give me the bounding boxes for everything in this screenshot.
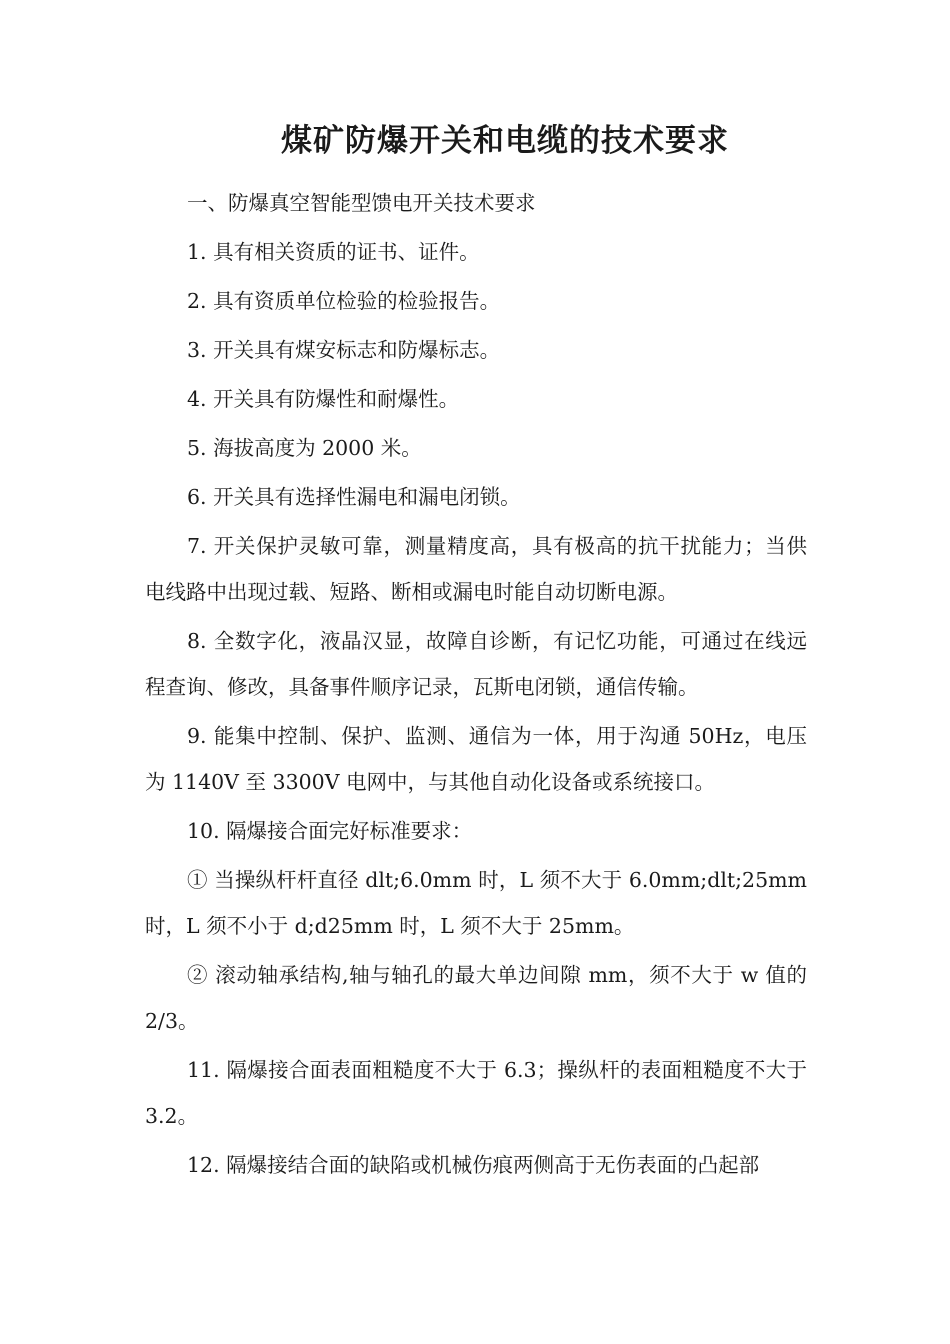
paragraph-item-11: 11. 隔爆接合面表面粗糙度不大于 6.3；操纵杆的表面粗糙度不大于 3.2。 <box>145 1058 807 1128</box>
paragraph-item-2: 2. 具有资质单位检验的检验报告。 <box>187 289 501 313</box>
section-heading: 一、防爆真空智能型馈电开关技术要求 <box>187 191 536 215</box>
paragraph-item-5: 5. 海拔高度为 2000 米。 <box>187 436 422 460</box>
document-body <box>145 180 807 1191</box>
paragraph-item-7: 7. 开关保护灵敏可靠，测量精度高，具有极高的抗干扰能力；当供电线路中出现过载、短路、断相或漏电时能自动切断电源。 <box>145 534 807 604</box>
paragraph-item-10: 10. 隔爆接合面完好标准要求： <box>187 819 473 843</box>
paragraph-item-6: 6. 开关具有选择性漏电和漏电闭锁。 <box>187 485 521 509</box>
paragraph-item-3: 3. 开关具有煤安标志和防爆标志。 <box>187 338 501 362</box>
paragraph-subitem-2: ② 滚动轴承结构,轴与轴孔的最大单边间隙 mm，须不大于 w 值的 2/3。 <box>145 963 807 1033</box>
paragraph-item-9: 9. 能集中控制、保护、监测、通信为一体，用于沟通 50Hz，电压为 1140V 至 3300V 电网中，与其他自动化设备或系统接口。 <box>145 724 807 794</box>
paragraph-item-8: 8. 全数字化，液晶汉显，故障自诊断，有记忆功能，可通过在线远程查询、修改，具备事件顺序记录，瓦斯电闭锁，通信传输。 <box>145 629 807 699</box>
paragraph-item-12: 12. 隔爆接结合面的缺陷或机械伤痕两侧高于无伤表面的凸起部 <box>187 1153 760 1177</box>
paragraph-item-1: 1. 具有相关资质的证书、证件。 <box>187 240 480 264</box>
document-title: 煤矿防爆开关和电缆的技术要求 <box>281 123 729 159</box>
paragraph-subitem-1: ① 当操纵杆杆直径 dlt;6.0mm 时，L 须不大于 6.0mm;dlt;25mm 时，L 须不小于 d;d25mm 时，L 须不大于 25mm。 <box>145 868 807 938</box>
paragraph-item-4: 4. 开关具有防爆性和耐爆性。 <box>187 387 460 411</box>
